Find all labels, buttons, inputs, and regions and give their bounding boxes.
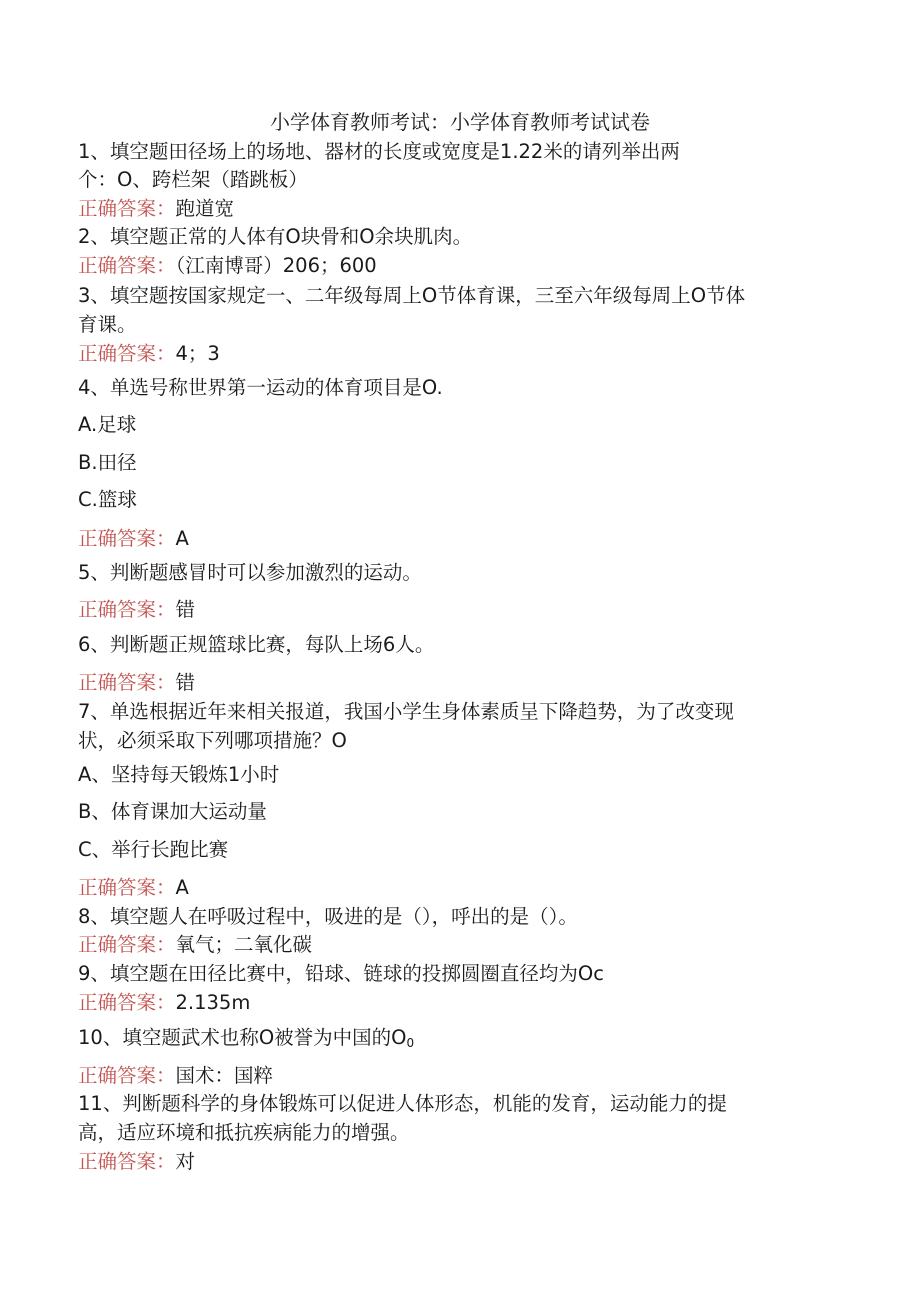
question-3-stem-line-1: 3、填空题按国家规定一、二年级每周上O节体育课，三至六年级每周上O节体 [78,284,746,307]
answer-label: 正确答案： [78,991,176,1014]
answer-label: 正确答案： [78,197,176,220]
answer-value: 2.135m [175,991,251,1014]
question-4-option-a: A.足球 [78,413,137,436]
question-7-option-a: A、坚持每天锻炼1小时 [78,763,280,786]
question-10-stem-text: 10、填空题武术也称O被誉为中国的O [78,1026,407,1049]
question-2-answer [78,252,377,280]
question-10-stem-line-1 [78,1024,414,1057]
question-4-option-c: C.篮球 [78,488,137,511]
question-3-stem-line-2: 育课。 [78,313,137,336]
answer-label: 正确答案： [78,1150,176,1173]
answer-value: 错 [175,598,196,621]
question-4-stem-line-1: 4、单选号称世界第一运动的体育项目是O. [78,376,443,399]
question-7-stem-line-1: 7、单选根据近年来相关报道，我国小学生身体素质呈下降趋势，为了改变现 [78,700,734,723]
answer-label: 正确答案： [78,671,176,694]
question-9-stem-line-1: 9、填空题在田径比赛中，铅球、链球的投掷圆圈直径均为Oc [78,962,604,985]
question-11-stem-line-1: 11、判断题科学的身体锻炼可以促进人体形态，机能的发育，运动能力的提 [78,1092,727,1115]
question-10-answer [78,1062,273,1090]
page-title: 小学体育教师考试：小学体育教师考试试卷 [270,110,650,134]
question-1-answer [78,195,234,223]
question-4-option-b: B.田径 [78,451,137,474]
answer-label: 正确答案： [78,933,176,956]
answer-value: （江南博哥）206；600 [175,254,377,277]
question-11-stem-line-2: 高，适应环境和抵抗疾病能力的增强。 [78,1121,410,1144]
answer-label: 正确答案： [78,527,176,550]
question-6-answer [78,669,195,697]
question-9-answer [78,989,250,1017]
answer-value: A [175,876,189,899]
answer-value: 4；3 [175,342,220,365]
answer-value: 错 [175,671,196,694]
question-7-option-b: B、体育课加大运动量 [78,800,267,823]
question-5-stem-line-1: 5、判断题感冒时可以参加激烈的运动。 [78,561,422,584]
answer-value: 对 [175,1150,196,1173]
question-1-stem-line-1: 1、填空题田径场上的场地、器材的长度或宽度是1.22米的请列举出两 [78,140,680,163]
question-6-stem-line-1: 6、判断题正规篮球比赛，每队上场6人。 [78,633,435,656]
answer-label: 正确答案： [78,598,176,621]
answer-label: 正确答案： [78,342,176,365]
question-3-answer [78,340,220,368]
answer-value: 氧气；二氧化碳 [175,933,313,956]
question-7-option-c: C、举行长跑比赛 [78,838,229,861]
answer-label: 正确答案： [78,254,176,277]
answer-label: 正确答案： [78,1064,176,1087]
question-11-answer [78,1148,195,1176]
answer-value: A [175,527,189,550]
answer-value: 国术：国粹 [175,1064,274,1087]
question-8-answer [78,931,312,959]
question-10-stem-subscript: 0 [406,1036,415,1050]
question-4-answer [78,525,189,553]
answer-value: 跑道宽 [175,197,235,220]
question-5-answer [78,596,195,624]
answer-label: 正确答案： [78,876,176,899]
question-7-answer [78,874,189,902]
question-2-stem-line-1: 2、填空题正常的人体有O块骨和O余块肌肉。 [78,225,473,248]
question-8-stem-line-1: 8、填空题人在呼吸过程中，吸进的是（），呼出的是（）。 [78,905,578,928]
question-1-stem-line-2: 个：O、跨栏架（踏跳板） [78,168,308,191]
question-7-stem-line-2: 状，必须采取下列哪项措施？O [78,729,347,752]
